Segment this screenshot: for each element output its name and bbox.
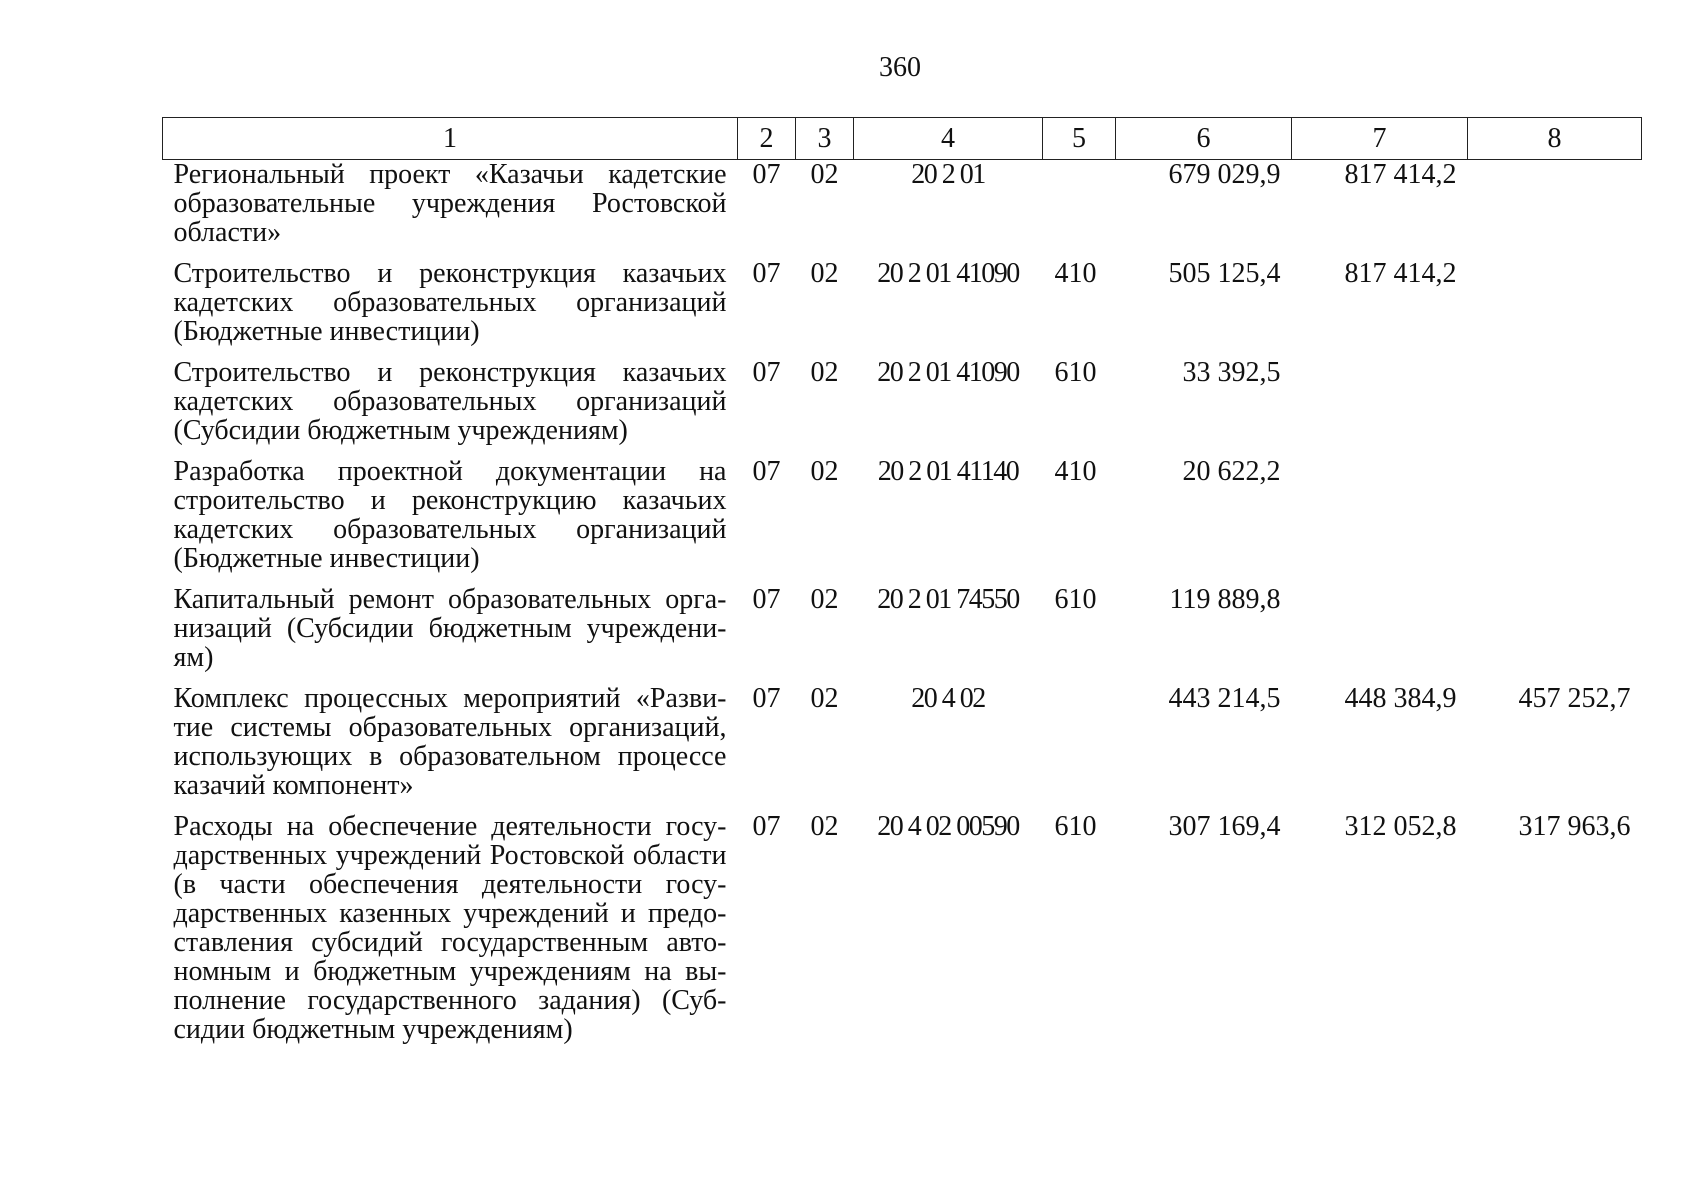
header-col-5: 5 — [1043, 118, 1116, 160]
row-expense-type: 410 — [1054, 456, 1097, 487]
row-expense-type: 410 — [1054, 258, 1097, 289]
row-amount-year2 — [1292, 457, 1468, 585]
row-target-article: 20 2 01 74550 — [877, 584, 1019, 615]
row-amount-year3 — [1468, 457, 1642, 585]
row-amount-year1: 443 214,5 — [1168, 683, 1281, 714]
row-subsection: 02 — [810, 258, 839, 289]
row-amount-year1: 505 125,4 — [1168, 258, 1281, 289]
row-amount-year1: 119 889,8 — [1169, 584, 1281, 615]
row-target-article: 20 4 02 — [911, 683, 985, 714]
row-name: Разработка проектной документации на строительство и реконструкцию казачьих кадетских образовательных организаций (Бюджетные инвестиции) — [173, 456, 727, 574]
header-col-4: 4 — [854, 118, 1043, 160]
row-amount-year2 — [1292, 585, 1468, 684]
row-expense-type: 610 — [1054, 584, 1097, 615]
row-amount-year1: 679 029,9 — [1168, 159, 1281, 190]
row-name: Капитальный ремонт образовательных организаций (Субсидии бюджетным учреждениям) — [173, 584, 727, 673]
row-section: 07 — [752, 258, 781, 289]
row-subsection: 02 — [810, 683, 839, 714]
row-target-article: 20 4 02 00590 — [877, 811, 1019, 842]
row-subsection: 02 — [810, 811, 839, 842]
row-expense-type: 610 — [1054, 811, 1097, 842]
header-col-7: 7 — [1292, 118, 1468, 160]
row-section: 07 — [752, 159, 781, 190]
row-expense-type — [1043, 684, 1116, 812]
row-subsection: 02 — [810, 357, 839, 388]
row-target-article: 20 2 01 41090 — [877, 357, 1019, 388]
row-amount-year2: 817 414,2 — [1344, 258, 1457, 289]
row-subsection: 02 — [810, 584, 839, 615]
table-row — [163, 684, 1642, 812]
row-amount-year2: 312 052,8 — [1344, 811, 1457, 842]
table-row — [163, 812, 1642, 1056]
row-expense-type: 610 — [1054, 357, 1097, 388]
row-section: 07 — [752, 683, 781, 714]
header-col-8: 8 — [1468, 118, 1642, 160]
row-amount-year1: 33 392,5 — [1182, 357, 1281, 388]
row-amount-year3 — [1468, 160, 1642, 260]
row-name: Строительство и реконструкция казачьих кадетских образовательных организаций (Субсидии бюджетным учреждениям) — [173, 357, 727, 446]
row-section: 07 — [752, 811, 781, 842]
header-col-6: 6 — [1116, 118, 1292, 160]
header-col-1: 1 — [163, 118, 738, 160]
row-section: 07 — [752, 357, 781, 388]
row-name: Строительство и реконструкция казачьих кадетских образовательных организаций (Бюджетные инвестиции) — [173, 258, 727, 347]
row-amount-year3: 457 252,7 — [1518, 683, 1631, 714]
row-target-article: 20 2 01 — [911, 159, 985, 190]
row-subsection: 02 — [810, 159, 839, 190]
table-row — [163, 259, 1642, 358]
row-name: Расходы на обеспечение деятельности государственных учреждений Ростовской области (в части обеспечения деятельности государственных казенных учреждений и предоставления субсидий государственным автономным и бюджетным учреждениям на выполнение государственного задания) (Субсидии бюджетным учреждениям) — [173, 811, 727, 1045]
table-row — [163, 358, 1642, 457]
page-number: 360 — [879, 52, 921, 83]
row-amount-year3: 317 963,6 — [1518, 811, 1631, 842]
table-header — [163, 118, 1642, 160]
header-col-2: 2 — [738, 118, 796, 160]
row-amount-year3 — [1468, 585, 1642, 684]
row-section: 07 — [752, 584, 781, 615]
row-amount-year2: 448 384,9 — [1344, 683, 1457, 714]
table-body — [163, 160, 1642, 1057]
table-row — [163, 585, 1642, 684]
row-amount-year3 — [1468, 259, 1642, 358]
row-name: Региональный проект «Казачьи кадетские образовательные учреждения Ростовской области» — [173, 159, 727, 248]
row-section: 07 — [752, 456, 781, 487]
header-col-3: 3 — [796, 118, 854, 160]
row-amount-year2 — [1292, 358, 1468, 457]
row-amount-year3 — [1468, 358, 1642, 457]
row-target-article: 20 2 01 41090 — [877, 258, 1019, 289]
row-name: Комплекс процессных мероприятий «Развитие системы образовательных организаций, использующих в образовательном процессе казачий компонент» — [173, 683, 727, 801]
row-amount-year2: 817 414,2 — [1344, 159, 1457, 190]
row-target-article: 20 2 01 41140 — [877, 456, 1019, 487]
header-row — [163, 118, 1642, 160]
row-expense-type — [1043, 160, 1116, 260]
table-row — [163, 160, 1642, 260]
table-row — [163, 457, 1642, 585]
row-subsection: 02 — [810, 456, 839, 487]
row-amount-year1: 20 622,2 — [1182, 456, 1281, 487]
row-amount-year1: 307 169,4 — [1168, 811, 1281, 842]
budget-table — [162, 117, 1642, 1056]
